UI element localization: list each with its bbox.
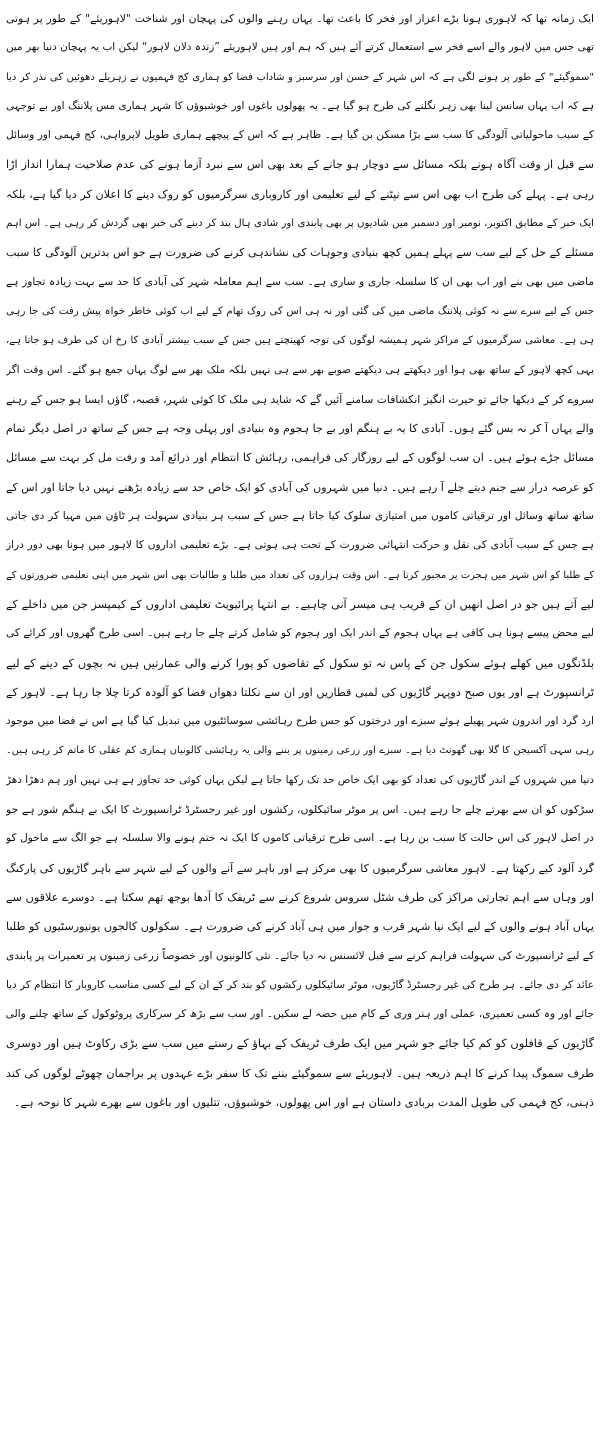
article-line: کو عرصہ دراز سے جنم دیتے چلے آ رہے ہیں۔ دنیا میں شہروں کی آبادی کو ایک خاص حد سے زیادہ بڑھنے نہیں دیا جاتا اور اس کے (6, 480, 594, 494)
article-line: بلڈنگوں میں کھلے ہوئے سکول جن کے پاس نہ تو سکول کے تقاضوں کو پورا کرنے والی عمارتیں ہیں نہ بچوں کے دینے کے لیے (6, 655, 594, 670)
article-line: در اصل لاہور کی اس حالت کا سبب بن رہا ہے۔ اسی طرح ترقیاتی کاموں کا ایک نہ ختم ہونے والا سلسلہ ہے جو الگ سے ماحول کو (6, 832, 594, 845)
article-line: "سموگیئے" کے طور پر ہونے لگی ہے کہ اس شہر کے حسن اور سرسبز و شاداب فضا کو ہماری کج فہمیوں نے زہریلے دھوئیں کی نذر کر دیا (6, 71, 594, 83)
article-line: عائد کر دی جائے۔ ہر طرح کی غیر رجسٹرڈ گاڑیوں، موٹر سائیکلوں رکشوں کو بند کر کے ان کے لیے کسی مناسب کاروبار کا انتظام کر دیا (6, 978, 594, 991)
article-line: ارد گرد اور اندرون شہر پھیلے ہوئے سبزے اور درختوں کو جس طرح رہائشی سوسائٹیوں میں تبدیل کیا گیا ہے اس نے فضا میں موجود (6, 715, 594, 728)
article-line: یہاں آباد ہونے والوں کے لیے ایک نیا شہر قرب و جوار میں ہی آباد کرنے کی ضرورت ہے۔ سکولوں کالجوں یونیورسٹیوں کو طلبا (6, 920, 594, 934)
article-line: والے یہاں آ کر نہ بس گئے ہوں۔ آبادی کا یہ بے ہنگم اور بے جا ہجوم وہ بنیادی اور پہلی وجہ ہے جس کے ساتھ در اصل دیگر تمام (6, 422, 594, 436)
article-line: تھی جس میں لاہور والے اسے فخر سے استعمال کرتے آئے ہیں کہ ہم اور ہیں لاہوریئے ”زندہ دلان لاہور“ لیکن اب یہ پہچان دنیا بھر میں (6, 41, 594, 54)
article-line: سڑکوں کو ان سے بھرتے چلے جا رہے ہیں۔ اس پر موٹر سائیکلوں، رکشوں اور غیر رجسٹرڈ ٹرانسپورٹ کا ایک بے ہنگم شور ہے جو (6, 803, 594, 817)
article-line: ہی ہے۔ معاشی سرگرمیوں کے مراکز شہر ہمیشہ لوگوں کی توجہ کھینچتے ہیں جس کے سبب بیشتر آبادی کا رخ ان کی طرف ہو جاتا ہے، (6, 335, 594, 347)
article-line: سے قبل از وقت آگاہ ہونے بلکہ مسائل سے دوچار ہو جانے کے بعد بھی اس سے نبرد آزما ہونے کی عدم صلاحیت ہمارا انداز اڑا (6, 158, 594, 172)
article-line: ماضی میں بھی بنے اور اب بھی ان کا سلسلہ جاری و ساری ہے۔ سب سے اہم معاملہ شہر کی آبادی کا حد سے بہت زیادہ تجاوز ہے (6, 275, 594, 288)
article-line: جائے اور وہ کسی تعمیری، عملی اور ہنر وری کے کام میں حصہ لے سکیں۔ اور سب سے بڑھ کر سرکاری پروٹوکول کے ساتھ چلنے والی (6, 1008, 594, 1021)
article-line: دنیا میں شہروں کے اندر گاڑیوں کی تعداد کو بھی ایک خاص حد تک رکھا جاتا ہے لیکن یہاں کوئی حد تجاوز ہے ہی نہیں اور ہم دھڑا دھڑ (6, 773, 594, 786)
article-line: یہی کچھ لاہور کے ساتھ بھی ہوا اور دیکھتے ہی دیکھتے صوبے بھر سے ہی نہیں بلکہ ملک بھر سے لوگ یہاں جمع ہو گئے۔ اس وقت اگر (6, 363, 594, 376)
article-line: کے سبب ماحولیاتی آلودگی کا سب سے بڑا مسکن بن گیا ہے۔ ظاہر ہے کہ اس کے پیچھے ہماری طویل لاپرواہی، کج فہمی اور وسائل (6, 129, 594, 142)
article-line: ایک خبر کے مطابق اکتوبر، نومبر اور دسمبر میں شادیوں پر بھی پابندی اور شادی ہال بند کر دینے کی خبر بھی گردش کر رہی ہے۔ اس اہم (6, 218, 594, 230)
article-line: مسائل جڑے ہوئے ہیں۔ ان سب لوگوں کے لیے روزگار کی فراہمی، رہائش کا انتظام اور ذرائع آمد و رفت مل کر بہت سے مسائل (6, 451, 594, 465)
article-line: ذہنی، کج فہمی کی طویل المدت بربادی داستان ہے اور اس پھولوں، خوشبوؤں، تتلیوں اور باغوں سے بھرے شہر کا نوحہ ہے۔ (13, 1095, 594, 1109)
article-line: کے لیے ٹرانسپورٹ کی سہولت فراہم کرنے سے قبل لائسنس نہ دیا جائے۔ نئی کالونیوں اور خصوصاً زرعی زمینوں پر تعمیرات پر پابندی (6, 949, 594, 962)
article-line: گاڑیوں کے قافلوں کو کم کیا جائے جو شہر میں ایک طرف ٹریفک کے بہاؤ کے رستے میں سب سے بڑی رکاوٹ ہیں اور دوسری (6, 1036, 594, 1051)
article-line: اور وہاں سے اہم تجارتی مراکز کی طرف شٹل سروس شروع کرنے سے ٹریفک کا آدھا بوجھ تھم سکتا ہے۔ دوسرے علاقوں سے (6, 890, 594, 904)
article-line: ٹرانسپورٹ ہے اور یوں صبح دوپہر گاڑیوں کی لمبی قطاریں اور ان سے نکلتا دھواں فضا کو آلودہ کرتا چلا جا رہا ہے۔ لاہور کے (6, 685, 594, 699)
article-line: کے طلبا کو اس شہر میں ہجرت پر مجبور کرتا ہے۔ اس وقت ہزاروں کی تعداد میں طلبا و طالبات بھی اس شہر میں اپنی تعلیمی ضرورتوں کے (6, 569, 594, 581)
article-line: رہی ہے۔ پہلے کی طرح اب بھی اس سے نپٹنے کے لیے تعلیمی اور کاروباری سرگرمیوں کو روک دینے کا اعلان کر دیا گیا ہے، بلکہ (6, 187, 594, 201)
article-line: رہی سہی آکسیجن کا گلا بھی گھونٹ دیا ہے۔ سبزے اور زرعی زمینوں پر بننے والی یہ رہائشی کالونیاں ہماری کم عقلی کا ماتم کر رہی ہیں۔ (6, 745, 594, 757)
article-line: ہے جس کے سبب آبادی کی نقل و حرکت انتہائی ضرورت کے تحت ہی ہوتی ہے۔ بڑے تعلیمی اداروں کا لاہور میں ہونا بھی دور دراز (6, 539, 594, 552)
article-line: ایک زمانہ تھا کہ لاہوری ہونا بڑے اعزاز اور فخر کا باعث تھا۔ یہاں رہنے والوں کی پہچان اور شناخت "لاہوریئے" کے طور پر ہوتی (6, 12, 594, 25)
article-line: ساتھ ساتھ وسائل اور ترقیاتی کاموں میں امتیازی سلوک کیا جاتا ہے جس کے سبب ہر بنیادی سہولت ہر ٹاؤن میں مہیا کر دی جاتی (6, 510, 594, 523)
article-line: گرد آلود کیے رکھتا ہے۔ لاہور معاشی سرگرمیوں کا بھی مرکز ہے اور باہر سے آنے والوں کے لیے شہر سے باہر گاڑیوں کی پارکنگ (6, 861, 594, 875)
article-line: سروے کر کے دیکھا جائے تو حیرت انگیز انکشافات سامنے آئیں گے کہ شاید ہی ملک کا کوئی شہر، قصبہ، گاؤں ایسا ہو جس کے رہنے (6, 392, 594, 406)
article-line: جس کے لیے سرے سے نہ کوئی پلاننگ ماضی میں کی گئی اور نہ ہی اس کی روک تھام کے لیے اب کوئی خاطر خواہ پیش رفت کی جا رہی (6, 305, 594, 317)
article-line: لیے محض پیسے ہونا ہی کافی ہے یہاں ہجوم کے اندر ایک اور ہجوم کو شامل کرتے چلے جا رہے ہیں۔ اسی طرح گھروں اور کرائے کی (6, 627, 594, 640)
article-line: مسئلے کے حل کے لیے سب سے پہلے ہمیں کچھ بنیادی وجوہات کی نشاندہی کرنے کی ضرورت ہے جو اس بدترین آلودگی کا سبب (6, 246, 594, 260)
article-line: ہے کہ اب یہاں سانس لینا بھی زہر نگلنے کی طرح ہو گیا ہے۔ یہ پھولوں باغوں اور خوشبوؤں کا شہر ہماری مس پلاننگ اور بے توجہی (6, 99, 594, 112)
article-line: لیے آتے ہیں جو در اصل انھیں ان کے قریب ہی میسر آنی چاہیے۔ بے انتہا پرائیویٹ تعلیمی اداروں کے کیمپسز جن میں داخلے کے (6, 597, 594, 611)
article-line: طرف سموگ پیدا کرنے کا اہم ذریعہ ہیں۔ لاہوریئے سے سموگیئے بننے تک کا سفر بڑے عہدوں پر براجمان چھوٹے لوگوں کی کند (6, 1066, 594, 1080)
article-body (6, 4, 594, 1117)
